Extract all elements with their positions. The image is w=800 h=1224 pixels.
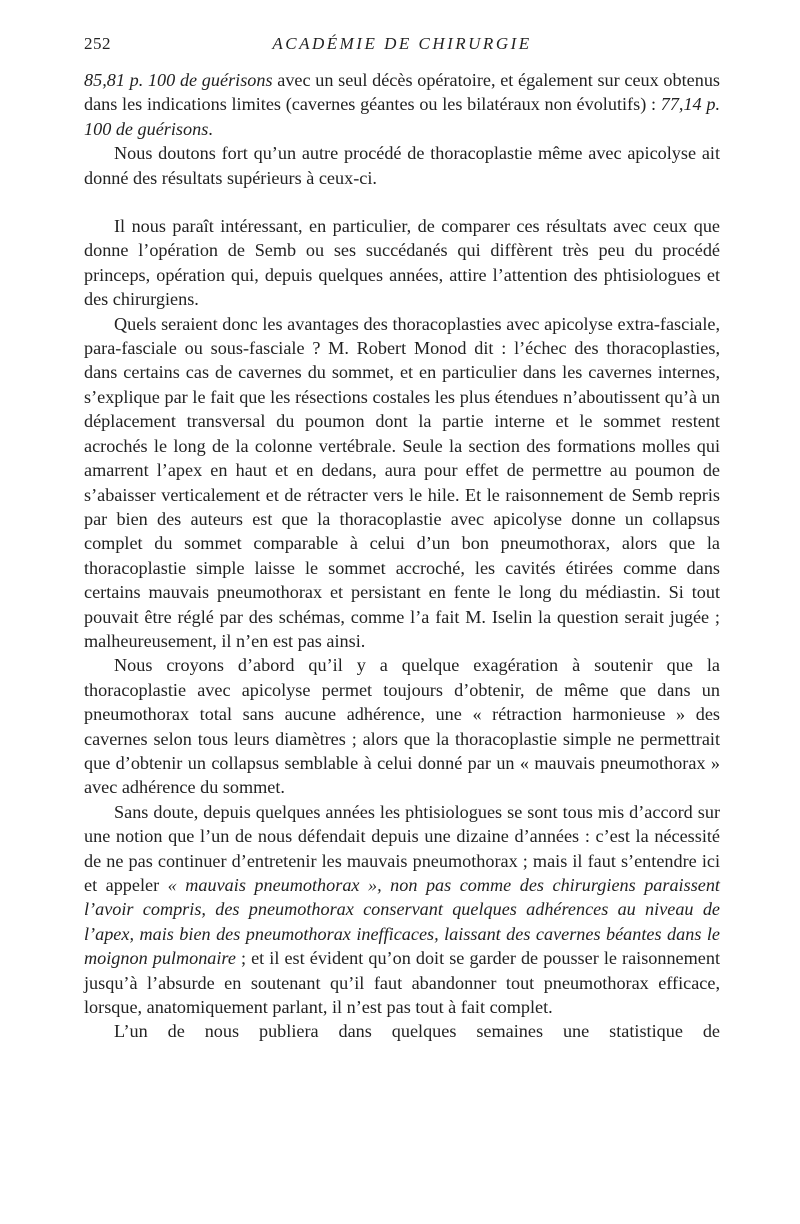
book-page [84, 30, 720, 1044]
text-segment: Quels seraient donc les avantages des thoracoplasties avec apicolyse extra-fasciale, para-fasciale ou sous-fasciale ? M. Robert Monod dit : l’échec des thoracoplasties, dans certains cas de cavernes du sommet, et en particulier dans les cavernes internes, s’explique par le fait que les résections costales les plus étendues n’aboutissent qu’à un déplacement transversal du poumon dont la partie interne et le sommet restent acrochés le long de la colonne vertébrale. Seule la section des formations molles qui amarrent l’apex en haut et en dedans, aura pour effet de permettre au poumon de s’abaisser verticalement et de rétracter vers le hile. Et le raisonnement de Semb repris par bien des auteurs est que la thoracoplastie avec apicolyse donne un collapsus complet du sommet comparable à celui d’un bon pneumothorax, alors que la thoracoplastie simple laisse le sommet accroché, les cavités étirées comme dans certains mauvais pneumothorax et persistant en fente le long du médiastin. Si tout pouvait être réglé par des schémas, comme l’a fait M. Iselin la question serait jugée ; malheureusement, il n’en est pas ainsi. [84, 313, 720, 651]
text-segment: Nous doutons fort qu’un autre procédé de thoracoplastie même avec apicolyse ait donné des résultats supérieurs à ceux-ci. [84, 143, 720, 188]
paragraph [84, 1019, 720, 1043]
paragraph [84, 800, 720, 1020]
page-number: 252 [84, 34, 111, 53]
text-segment-italic: « mauvais pneumothorax », non pas comme des chirurgiens paraissent l’avoir compris, des pneumothorax conservant quelques adhérences au niveau de l’apex, mais bien des pneumothorax inefficaces, laissant des cavernes béantes dans le moignon pulmonaire [84, 875, 720, 969]
paragraph [84, 141, 720, 190]
paragraph [84, 214, 720, 312]
text-segment-italic: 85,81 p. 100 de guérisons [84, 70, 273, 90]
text-segment: avec un seul décès opératoire, et également sur ceux obtenus dans les indications limites (cavernes géantes ou les bilatéraux non évolutifs) : [84, 70, 720, 115]
paragraph [84, 312, 720, 654]
paragraph [84, 653, 720, 799]
text-segment: L’un de nous publiera dans quelques semaines une statistique de [114, 1021, 720, 1042]
body-text [84, 68, 720, 1044]
text-segment: Nous croyons d’abord qu’il y a quelque exagération à soutenir que la thoracoplastie avec apicolyse permet toujours d’obtenir, de même que dans un pneumothorax total sans aucune adhérence, une « rétraction harmonieuse » des cavernes selon tous leurs diamètres ; alors que la thoracoplastie simple ne permettrait que d’obtenir un collapsus semblable à celui donné par un « mauvais pneumothorax » avec adhérence du sommet. [84, 655, 720, 798]
text-segment: Il nous paraît intéressant, en particulier, de comparer ces résultats avec ceux que donne l’opération de Semb ou ses succédanés qui diffèrent très peu du procédé princeps, opération qui, depuis quelques années, attire l’attention des phtisiologues et des chirurgiens. [84, 216, 720, 310]
text-segment: ; et il est évident qu’on doit se garder de pousser le raisonnement jusqu’à l’absurde en soutenant qu’il faut abandonner tout pneumothorax efficace, lorsque, anatomiquement parlant, il n’est pas tout à fait complet. [84, 948, 721, 1018]
text-segment: . [208, 118, 213, 139]
text-segment-italic: 77,14 p. 100 de guérisons [84, 94, 720, 139]
text-segment: Sans doute, depuis quelques années les phtisiologues se sont tous mis d’accord sur une notion que l’un de nous défendait depuis une dizaine d’années : c’est la nécessité de ne pas continuer d’entretenir les mauvais pneumothorax ; mais il faut s’entendre ici et appeler [84, 801, 720, 895]
running-head: ACADÉMIE DE CHIRURGIE [272, 34, 532, 53]
page-header [84, 30, 720, 60]
paragraph [84, 68, 720, 141]
